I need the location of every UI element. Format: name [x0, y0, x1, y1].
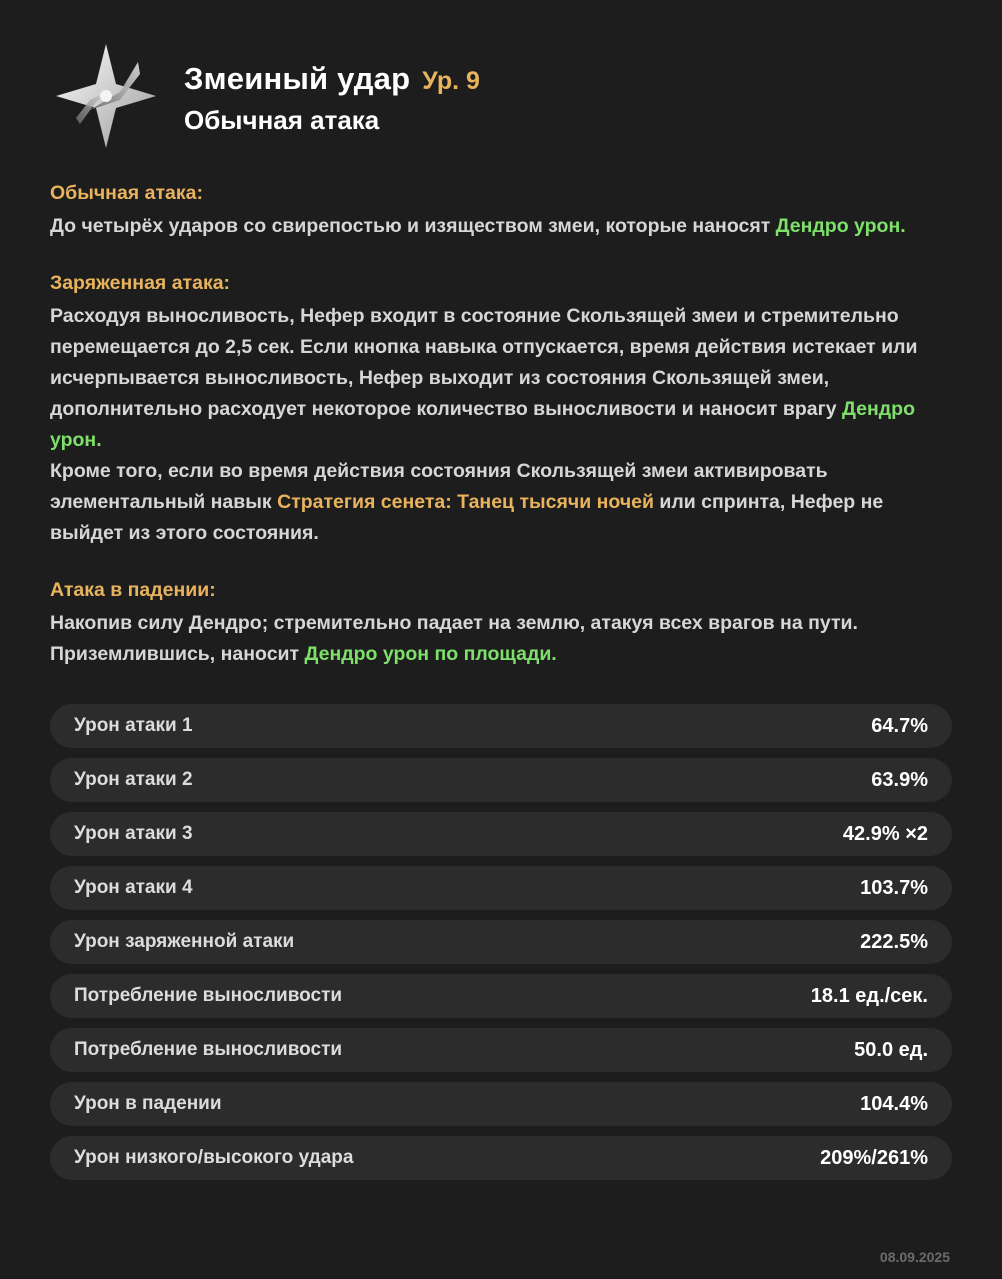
- dendro-damage-text: Дендро урон по площади.: [304, 643, 557, 665]
- stat-value: 50.0 ед.: [854, 1038, 928, 1061]
- stat-row: [50, 974, 952, 1018]
- stat-value: 18.1 ед./сек.: [810, 984, 928, 1007]
- stat-value: 222.5%: [860, 930, 928, 953]
- stat-label: Потребление выносливости: [74, 1039, 343, 1060]
- description-section: [50, 268, 952, 549]
- stat-row: [50, 812, 952, 856]
- stat-row: [50, 1136, 952, 1180]
- stat-row: [50, 1082, 952, 1126]
- skill-description: [50, 178, 952, 670]
- footer-timestamp: 08.09.2025: [879, 1249, 950, 1265]
- stat-label: Урон атаки 3: [74, 823, 193, 844]
- stat-value: 63.9%: [871, 768, 928, 791]
- section-body: [50, 301, 952, 549]
- section-heading: Заряженная атака:: [50, 272, 231, 294]
- stat-row: [50, 920, 952, 964]
- section-text: Кроме того, если во время действия состояния Скользящей змеи активировать элементальный навык: [50, 460, 828, 513]
- stat-label: Урон атаки 2: [74, 769, 193, 790]
- stat-label: Потребление выносливости: [74, 985, 343, 1006]
- skill-stats-list: [50, 704, 952, 1180]
- stat-value: 104.4%: [860, 1092, 928, 1115]
- elemental-skill-name: Стратегия сенета: Танец тысячи ночей: [277, 491, 654, 513]
- stat-value: 64.7%: [871, 714, 928, 737]
- section-body: [50, 608, 952, 670]
- description-section: [50, 178, 952, 242]
- four-pointed-star-skill-icon: [50, 40, 162, 152]
- dendro-damage-text: Дендро урон.: [775, 215, 906, 237]
- stat-value: 42.9% ×2: [842, 822, 928, 845]
- stat-label: Урон в падении: [74, 1093, 222, 1114]
- stat-label: Урон атаки 1: [74, 715, 193, 736]
- stat-label: Урон атаки 4: [74, 877, 193, 898]
- stat-value: 103.7%: [860, 876, 928, 899]
- skill-header: [50, 40, 952, 152]
- stat-label: Урон заряженной атаки: [74, 931, 295, 952]
- stat-label: Урон низкого/высокого удара: [74, 1147, 354, 1168]
- description-section: [50, 575, 952, 670]
- stat-row: [50, 1028, 952, 1072]
- dendro-damage-text: Дендро урон.: [50, 398, 915, 451]
- stat-row: [50, 704, 952, 748]
- page-title: Змеиный удар: [184, 60, 411, 96]
- skill-title-block: [184, 57, 480, 136]
- stat-row: [50, 866, 952, 910]
- skill-type-label: Обычная атака: [184, 104, 380, 135]
- section-heading: Атака в падении:: [50, 579, 216, 601]
- skill-level-badge: Ур. 9: [422, 66, 480, 95]
- section-text: или спринта, Нефер не выйдет из этого состояния.: [50, 491, 884, 544]
- section-body: [50, 211, 952, 242]
- section-heading: Обычная атака:: [50, 182, 203, 204]
- stat-row: [50, 758, 952, 802]
- stat-value: 209%/261%: [820, 1146, 928, 1169]
- section-text: До четырёх ударов со свирепостью и изяществом змеи, которые наносят: [50, 215, 776, 237]
- section-text: Накопив силу Дендро; стремительно падает на землю, атакуя всех врагов на пути. Приземлившись, наносит: [50, 612, 858, 665]
- section-text: Расходуя выносливость, Нефер входит в состояние Скользящей змеи и стремительно перемещается до 2,5 сек. Если кнопка навыка отпускается, время действия истекает или исчерпывается выносливость, Нефер выходит из состояния Скользящей змеи, дополнительно расходует некоторое количество выносливости и наносит врагу: [50, 305, 918, 420]
